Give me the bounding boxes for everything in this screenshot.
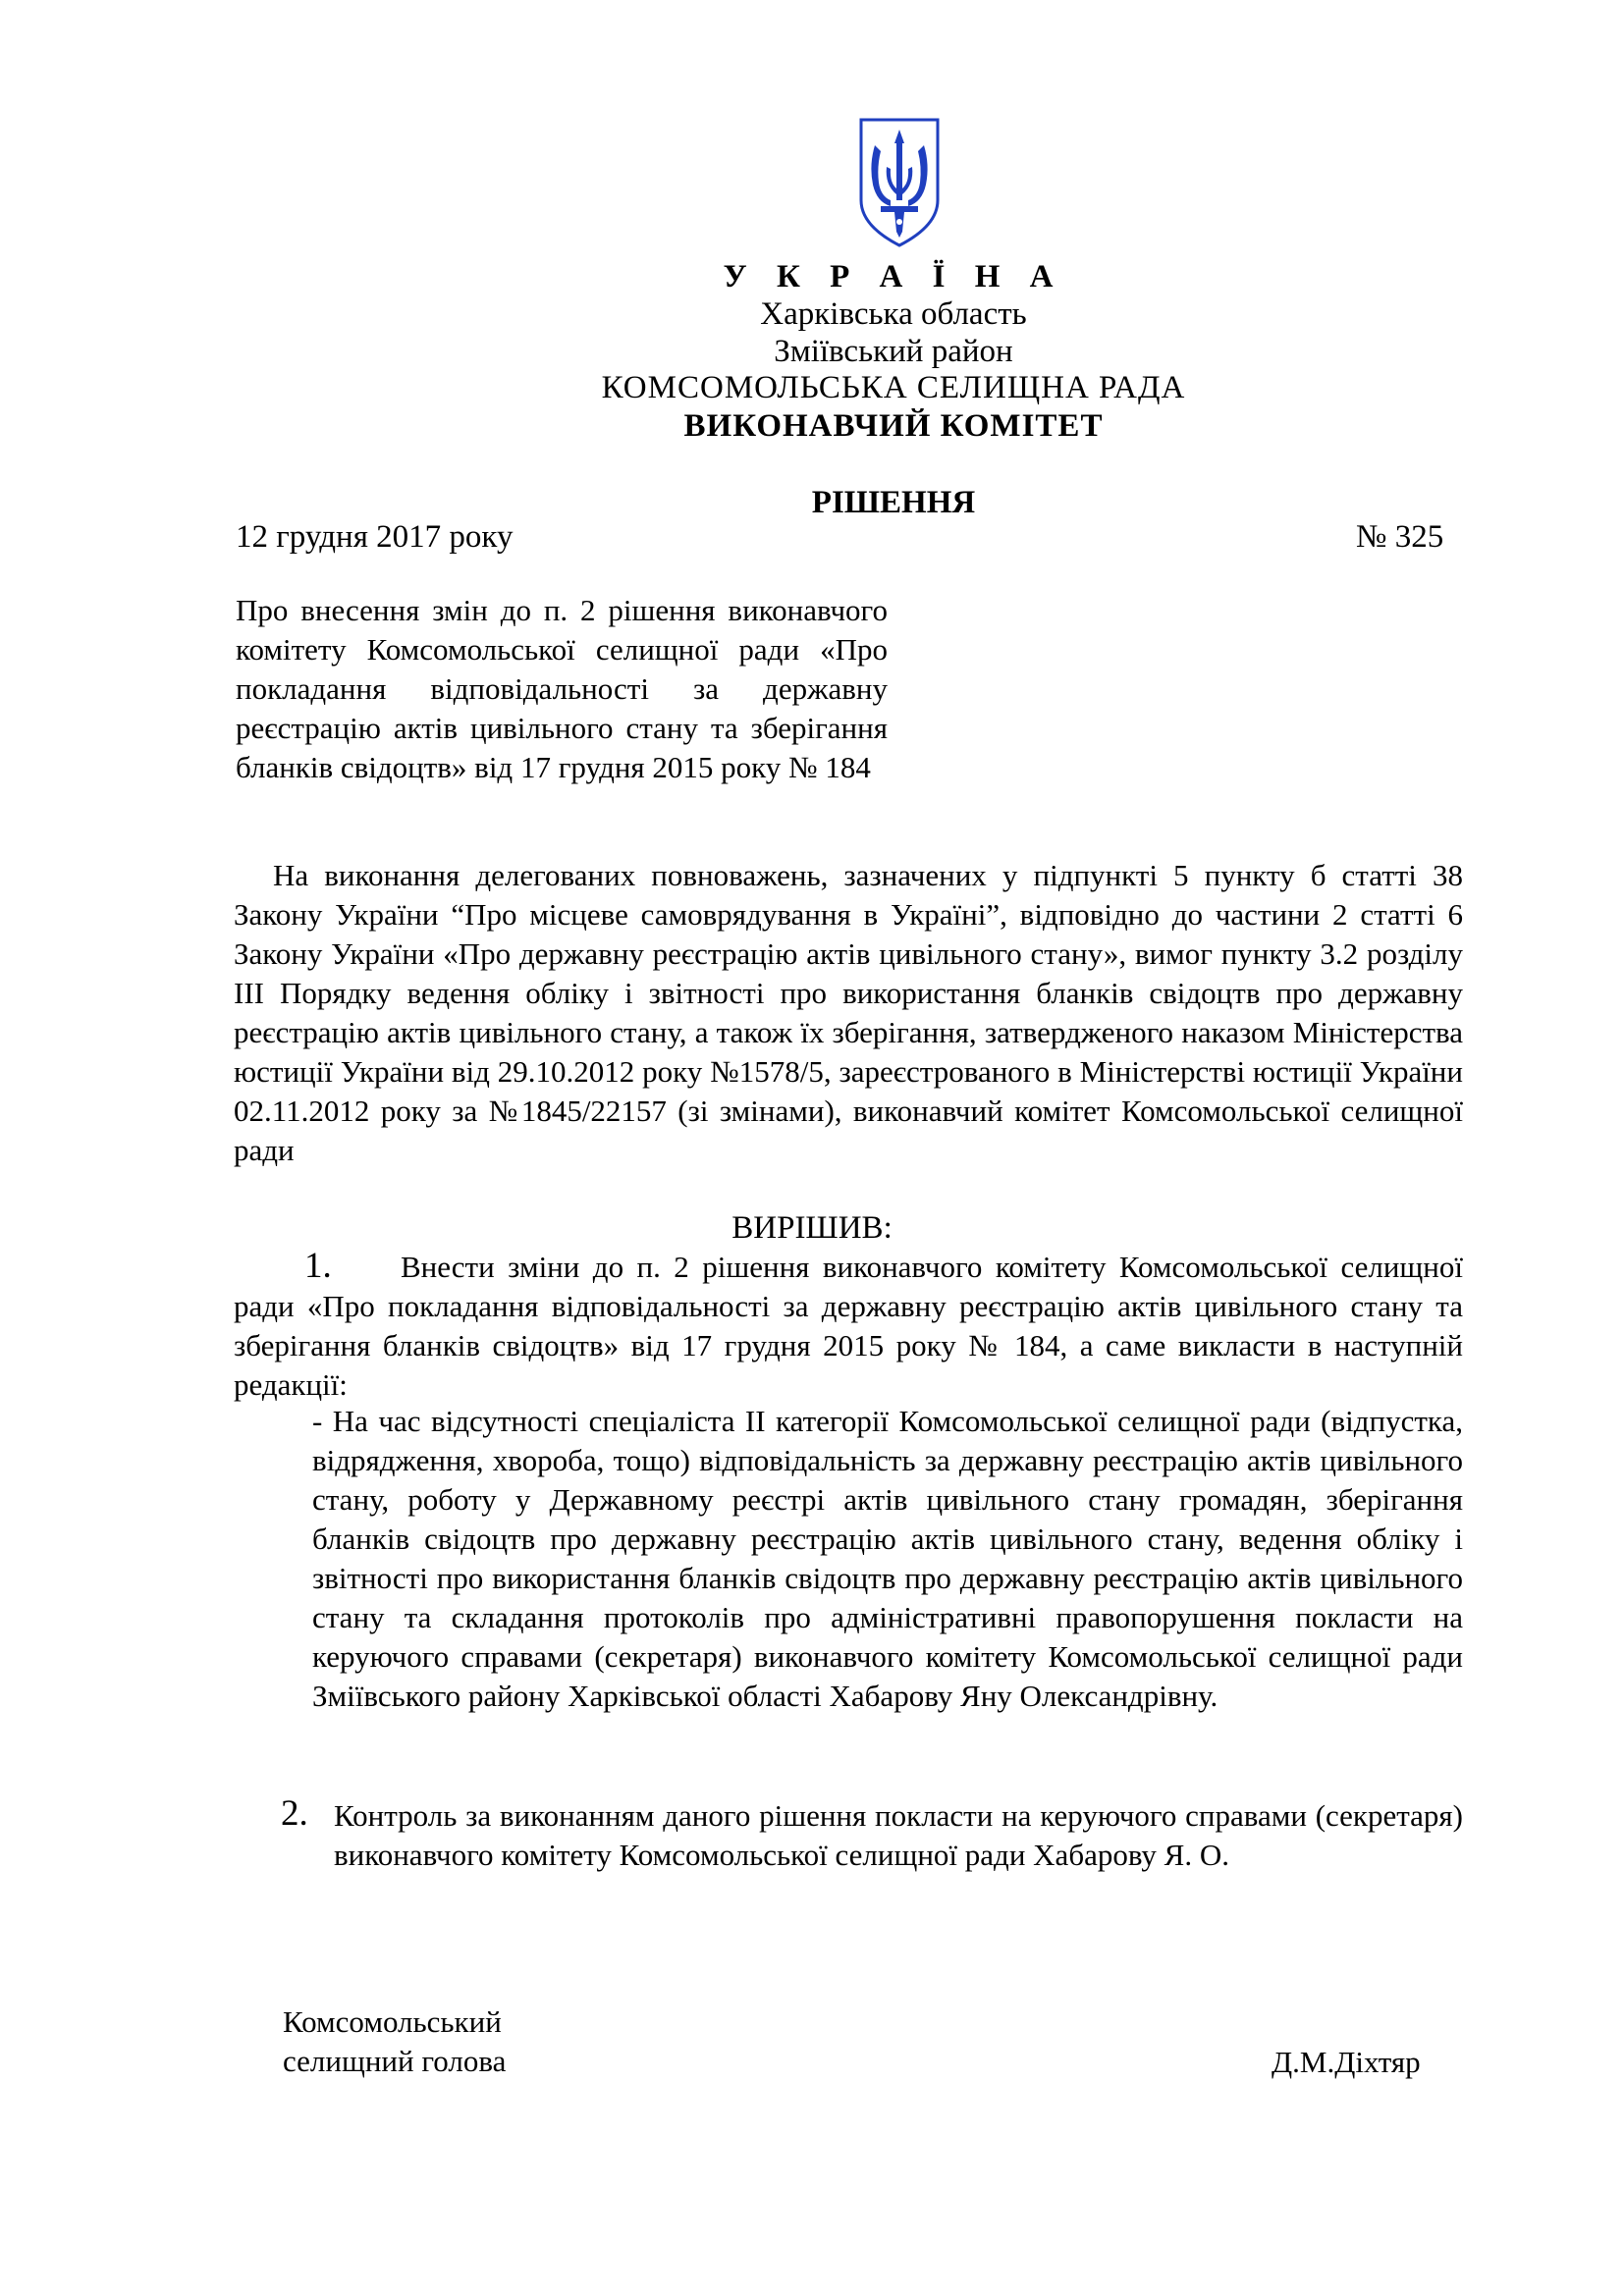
decision-subject: Про внесення змін до п. 2 рішення виконавчого комітету Комсомольської селищної ради «Про покладання відповідальності за державну реєстрацію актів цивільного стану та зберігання бланків свідоцтв» від 17 грудня 2015 року № 184 [236,593,888,784]
oblast-heading: Харківська область [760,296,1027,332]
trident-coat-of-arms-icon [857,116,942,249]
signatory-name: Д.М.Діхтяр [1272,2045,1421,2079]
country-heading: У К Р А Ї Н А [723,259,1064,294]
decision-subitem: - На час відсутності спеціаліста ІІ категорії Комсомольської селищної ради (відпустка, відрядження, хвороба, тощо) відповідальність за державну реєстрацію актів цивільного стану, роботу у Державному реєстрі актів цивільного стану громадян, зберігання бланків свідоцтв про державну реєстрацію актів цивільного стану, ведення обліку і звітності про використання бланків свідоцтв про державну реєстрацію актів цивільного стану та складання протоколів про адміністративні правопорушення покласти на керуючого справами (секретаря) виконавчого комітету Комсомольської селищної ради Зміївського району Харківської області Хабарову Яну Олександрівну. [312,1404,1463,1713]
item-number: 2. [281,1793,308,1834]
decision-number: № 325 [1356,519,1444,555]
signatory-position-line: Комсомольський [283,2004,502,2039]
item-number: 1. [304,1246,332,1286]
decision-item-1 [234,1247,1463,1405]
decision-item-2 [281,1793,1463,1875]
document-type-title: РІШЕННЯ [811,485,976,520]
resolved-heading: ВИРІШИВ: [731,1210,893,1246]
preamble-paragraph: На виконання делегованих повноважень, зазначених у підпункті 5 пункту б статті 38 Закону України “Про місцеве самоврядування в Україні”, відповідно до частини 2 статті 6 Закону України «Про державну реєстрацію актів цивільного стану», вимог пункту 3.2 розділу ІІІ Порядку ведення обліку і звітності про використання бланків свідоцтв про державну реєстрацію актів цивільного стану, а також їх зберігання, затвердженого наказом Міністерства юстиції України від 29.10.2012 року №1578/5, зареєстрованого в Міністерстві юстиції України 02.11.2012 року за №1845/22157 (зі змінами), виконавчий комітет Комсомольської селищної ради [234,858,1463,1167]
item-text: Контроль за виконанням даного рішення покласти на керуючого справами (секретаря) виконавчого комітету Комсомольської селищної ради Хабарову Я. О. [334,1798,1463,1872]
rayon-heading: Зміївський район [774,334,1013,369]
decision-date: 12 грудня 2017 року [236,519,514,555]
council-heading: КОМСОМОЛЬСЬКА СЕЛИЩНА РАДА [601,370,1186,405]
signatory-position-line: селищний голова [283,2044,507,2078]
item-text: Внести зміни до п. 2 рішення виконавчого комітету Комсомольської селищної ради «Про покладання відповідальності за державну реєстрацію актів цивільного стану та зберігання бланків свідоцтв» від 17 грудня 2015 року № 184, а саме викласти в наступній редакції: [234,1250,1463,1402]
committee-heading: ВИКОНАВЧИЙ КОМІТЕТ [683,408,1104,444]
signatory-position [283,2002,506,2081]
